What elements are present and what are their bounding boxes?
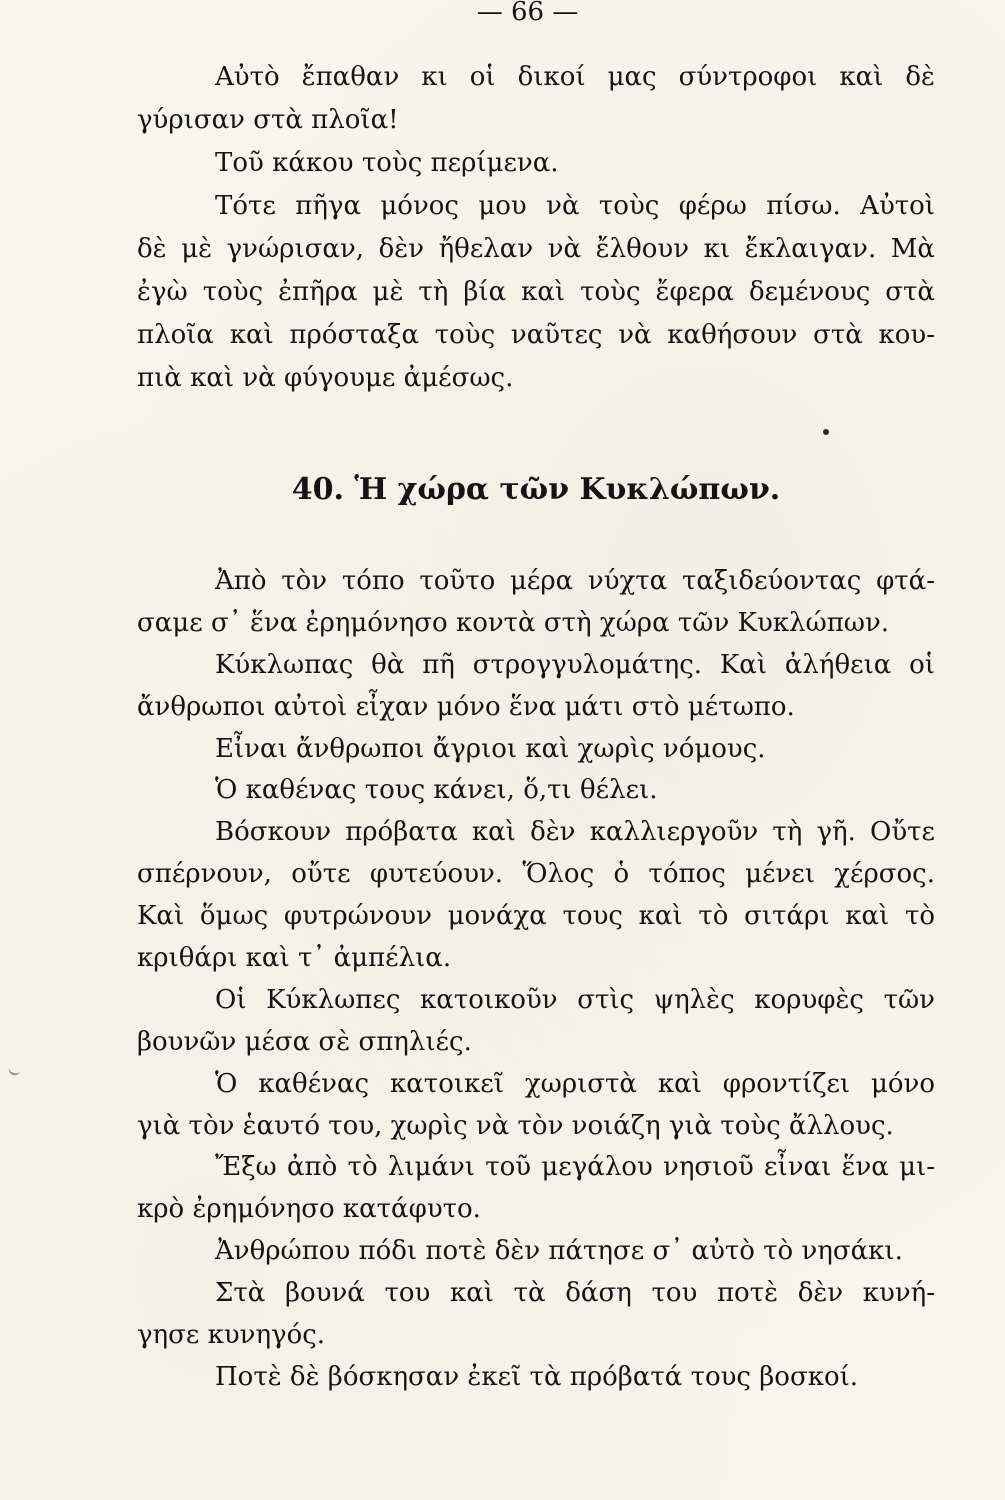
- paragraph: [137, 1273, 935, 1357]
- text-line: Κύκλωπας θὰ πῆ στρογγυλομάτης. Καὶ ἀλήθεια οἱ: [215, 649, 935, 680]
- paragraph: [137, 1357, 935, 1399]
- text-line: γησε κυνηγός.: [137, 1320, 326, 1351]
- paragraph: [137, 1231, 935, 1273]
- text-line: Αὐτὸ ἔπαθαν κι οἱ δικοί μας σύντροφοι καὶ δὲ: [215, 62, 935, 92]
- text-line: Τότε πῆγα μόνος μου νὰ τοὺς φέρω πίσω. Αὐτοὶ: [215, 191, 935, 221]
- text-line: κριθάρι καὶ τ᾿ ἀμπέλια.: [137, 943, 452, 974]
- previous-chapter-text: [137, 56, 935, 400]
- paragraph: [137, 56, 935, 142]
- text-line: γύρισαν στὰ πλοῖα!: [137, 105, 399, 135]
- text-line: γιὰ τὸν ἑαυτό του, χωρὶς νὰ τὸν νοιάζη γιὰ τοὺς ἄλλους.: [137, 1110, 894, 1141]
- text-line: σπέρνουν, οὔτε φυτεύουν. Ὅλος ὁ τόπος μένει χέρσος.: [137, 859, 935, 890]
- text-line: Ἔξω ἀπὸ τὸ λιμάνι τοῦ μεγάλου νησιοῦ εἶναι ἕνα μι-: [215, 1152, 935, 1183]
- paragraph: [137, 185, 935, 400]
- paragraph: [137, 812, 935, 980]
- paragraph: [137, 1064, 935, 1148]
- text-line: πλοῖα καὶ πρόσταξα τοὺς ναῦτες νὰ καθήσουν στὰ κου-: [137, 320, 935, 350]
- scan-speck: [823, 429, 829, 435]
- text-line: Καὶ ὅμως φυτρώνουν μονάχα τους καὶ τὸ σιτάρι καὶ τὸ: [137, 901, 935, 932]
- paragraph: [137, 645, 935, 729]
- paragraph: [137, 729, 935, 771]
- text-line: Ὁ καθένας κατοικεῖ χωριστὰ καὶ φροντίζει μόνο: [215, 1068, 935, 1099]
- text-line: Τοῦ κάκου τοὺς περίμενα.: [215, 148, 559, 178]
- text-line: Οἱ Κύκλωπες κατοικοῦν στὶς ψηλὲς κορυφὲς τῶν: [215, 984, 935, 1015]
- scan-speck: [7, 1066, 21, 1076]
- text-line: δὲ μὲ γνώρισαν, δὲν ἤθελαν νὰ ἔλθουν κι ἔκλαιγαν. Μὰ: [137, 234, 935, 264]
- text-line: κρὸ ἐρημόνησο κατάφυτο.: [137, 1194, 481, 1225]
- paragraph: [137, 1147, 935, 1231]
- text-line: πιὰ καὶ νὰ φύγουμε ἀμέσως.: [137, 363, 514, 393]
- text-line: σαμε σ᾿ ἕνα ἐρημόνησο κοντὰ στὴ χώρα τῶν Κυκλώπων.: [137, 607, 890, 638]
- text-line: Εἶναι ἄνθρωποι ἄγριοι καὶ χωρὶς νόμους.: [215, 733, 766, 764]
- text-line: Ὁ καθένας τους κάνει, ὅ,τι θέλει.: [215, 775, 658, 806]
- page-number: — 66 —: [476, 0, 579, 27]
- text-line: ἄνθρωποι αὐτοὶ εἶχαν μόνο ἕνα μάτι στὸ μέτωπο.: [137, 691, 795, 722]
- chapter-body: [137, 561, 935, 1399]
- text-line: Στὰ βουνά του καὶ τὰ δάση του ποτὲ δὲν κυνή-: [215, 1278, 935, 1309]
- text-line: ἐγὼ τοὺς ἐπῆρα μὲ τὴ βία καὶ τοὺς ἔφερα δεμένους στὰ: [137, 277, 935, 307]
- text-line: Ἀπὸ τὸν τόπο τοῦτο μέρα νύχτα ταξιδεύοντας φτά-: [215, 566, 935, 596]
- text-line: βουνῶν μέσα σὲ σπηλιές.: [137, 1026, 472, 1057]
- paragraph: [137, 770, 935, 812]
- text-line: Ποτὲ δὲ βόσκησαν ἐκεῖ τὰ πρόβατά τους βοσκοί.: [215, 1361, 859, 1392]
- paragraph: [137, 561, 935, 645]
- text-line: Βόσκουν πρόβατα καὶ δὲν καλλιεργοῦν τὴ γῆ. Οὔτε: [215, 817, 935, 848]
- paragraph: [137, 980, 935, 1064]
- text-line: Ἀνθρώπου πόδι ποτὲ δὲν πάτησε σ᾿ αὐτὸ τὸ νησάκι.: [215, 1236, 903, 1267]
- paragraph: [137, 142, 935, 185]
- chapter-heading: 40. Ἡ χώρα τῶν Κυκλώπων.: [291, 472, 781, 507]
